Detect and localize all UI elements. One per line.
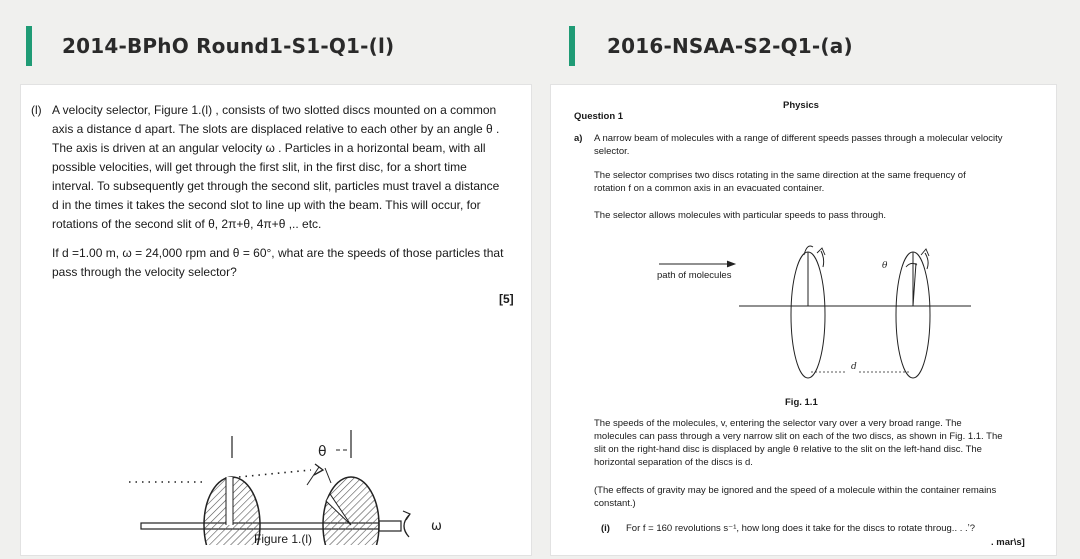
text-line: selector. <box>594 146 630 157</box>
figure-caption: Fig. 1.1 <box>785 397 818 408</box>
subquestion-marks: . mar\s] <box>991 537 1025 548</box>
text-line: The selector comprises two discs rotating in the same direction at the same frequency of <box>594 170 966 181</box>
text-line: molecules can pass through a very narrow slit on each of the two discs, as shown in Fig. 1.1. The <box>594 431 1003 442</box>
left-accent-bar <box>26 26 32 66</box>
text-line: possible velocities, will get through the first slit, in the first disc, for a short time <box>52 160 467 174</box>
question-label: (l) <box>31 103 42 117</box>
text-line: (The effects of gravity may be ignored and the speed of a molecule within the container remains <box>594 485 997 496</box>
right-section-title: 2016-NSAA-S2-Q1-(a) <box>607 34 853 58</box>
right-accent-bar <box>569 26 575 66</box>
text-line: axis a distance d apart. The slots are displaced relative to each other by an angle θ . <box>52 122 500 136</box>
left-question-panel <box>20 84 532 556</box>
text-line: constant.) <box>594 498 636 509</box>
speeds-paragraph <box>594 417 1054 469</box>
selector-description <box>594 169 1054 195</box>
text-line: A narrow beam of molecules with a range of different speeds passes through a molecular velocity <box>594 133 1003 144</box>
path-of-molecules-label: path of molecules <box>657 270 732 281</box>
selector-allows-text: The selector allows molecules with particular speeds to pass through. <box>594 210 887 221</box>
text-line: slit on the right-hand disc is displaced by angle θ relative to the slit on the left-hand disc. The <box>594 444 982 455</box>
subquestion-label: (i) <box>601 523 610 534</box>
text-line: A velocity selector, Figure 1.(l) , consists of two slotted discs mounted on a common <box>52 103 497 117</box>
subquestion-text: For f = 160 revolutions s⁻¹, how long does it take for the discs to rotate throug.. . .ʼ? <box>626 523 976 534</box>
text-line: rotation f on a common axis in an evacuated container. <box>594 183 825 194</box>
right-question-panel <box>550 84 1057 556</box>
text-line: horizontal separation of the discs is d. <box>594 457 753 468</box>
marks-label: [5] <box>499 292 514 306</box>
left-section-title: 2014-BPhO Round1-S1-Q1-(l) <box>62 34 395 58</box>
question-paragraph-1 <box>52 101 527 234</box>
part-a-text <box>594 132 1054 158</box>
part-label: a) <box>574 133 583 144</box>
right-disc <box>323 477 379 545</box>
text-line: d in the times it takes the second slot to line up with the beam. This will occur, for <box>52 198 481 212</box>
text-line: interval. To subsequently get through the second slit, particles must travel a distance <box>52 179 500 193</box>
gravity-note <box>594 484 1054 510</box>
text-line: rotations of the second slit of θ, 2π+θ, 4π+θ ,.. etc. <box>52 217 322 231</box>
theta-label: θ <box>318 444 327 460</box>
molecular-selector-figure <box>551 235 1056 395</box>
theta-label: θ <box>882 261 888 271</box>
figure-caption: Figure 1.(l) <box>254 532 313 546</box>
text-line: pass through the velocity selector? <box>52 265 237 279</box>
question-number: Question 1 <box>574 111 624 122</box>
omega-label: ω <box>431 519 442 534</box>
text-line: The speeds of the molecules, v, entering the selector vary over a very broad range. The <box>594 418 962 429</box>
text-line: If d =1.00 m, ω = 24,000 rpm and θ = 60°, what are the speeds of those particles that <box>52 246 504 260</box>
text-line: The axis is driven at an angular velocity ω . Particles in a horizontal beam, with all <box>52 141 486 155</box>
subject-header: Physics <box>783 100 819 111</box>
d-label: d <box>851 362 857 372</box>
velocity-selector-figure <box>21 245 531 545</box>
